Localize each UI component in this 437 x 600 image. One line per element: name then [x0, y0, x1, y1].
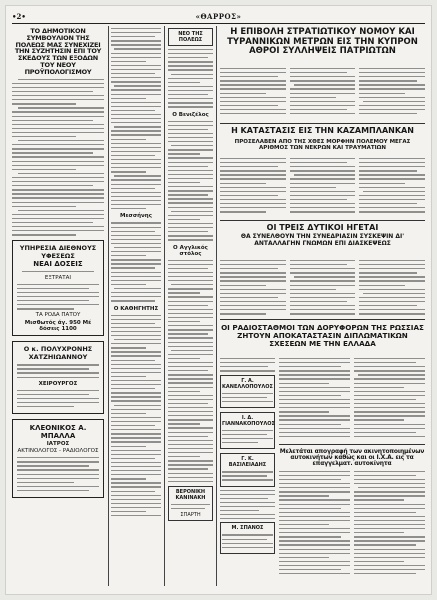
ad-card	[220, 412, 275, 449]
section-heading: Ο Βενιζέλος	[172, 111, 209, 118]
masthead: «ΘΑΡΡΟΣ»	[195, 12, 242, 21]
ad-subtitle: ΙΑΤΡΟΣ	[46, 441, 70, 448]
column-2	[111, 28, 161, 586]
ad-subtitle: ΣΠΑΡΤΗ	[180, 512, 201, 519]
ad-subtitle: ΝΕΑΙ ΔΟΣΕΙΣ	[33, 259, 83, 268]
section-divider	[279, 444, 425, 445]
box-heading: ΝΕΟ ΤΗΣ ΠΟΛΕΩΣ	[178, 31, 203, 43]
article-body	[168, 260, 213, 482]
ad-text: ΑΚΤΙΝΟΛΟΓΟΣ - ΡΑΔΙΟΛΟΓΟΣ	[17, 448, 99, 455]
article-body	[111, 222, 161, 301]
header-rule	[12, 23, 425, 24]
headline-cars: Μελετάται απογραφή των ακινητοποιημένων αυτοκινήτων καθώς και οι Ι.Χ.Α. εις τα επαγγελματ. αυτοκίνητα	[279, 447, 425, 468]
subheadline-casablanca: ΠΡΟΣΕΛΑΒΕΝ ΑΠΟ ΤΗΣ ΧΘΕΣ ΜΟΡΦΗΝ ΠΟΛΕΜΟΥ ΜΕΓΑΣ ΑΡΙΘΜΟΣ ΤΩΝ ΝΕΚΡΩΝ ΚΑΙ ΤΡΑΥΜΑΤΙΩΝ	[234, 139, 411, 152]
headline-leaders: ΟΙ ΤΡΕΙΣ ΔΥΤΙΚΟΙ ΗΓΕΤΑΙ	[266, 223, 379, 232]
ad-text: ΧΕΙΡΟΥΡΓΟΣ	[38, 380, 78, 387]
ad-prices: Μισθωτός άγ. 950 Μέ δόσεις 1100	[24, 320, 92, 333]
article-radio	[279, 358, 425, 594]
ad-title: ΥΠΗΡΕΣΙΑ ΔΙΕΘΝΟΥΣ ΥΦΕΣΕΩΣ	[19, 243, 97, 260]
section-heading: Ο Αγγλικός στόλος	[173, 244, 208, 257]
headline-cyprus: Η ΕΠΙΒΟΛΗ ΣΤΡΑΤΙΩΤΙΚΟΥ ΝΟΜΟΥ ΚΑΙ ΤΥΡΑΝΝΙΚΩΝ ΜΕΤΡΩΝ ΕΙΣ ΤΗΝ ΚΥΠΡΟΝ ΑΘΡΟΙ ΣΥΛΛΗΨΕΙΣ ΠΑΤΡΙΩΤΩΝ	[227, 27, 418, 57]
column-1	[12, 28, 104, 586]
ad-card	[220, 522, 275, 553]
ad-line: ΕΞΤΡΑΤΑΙ	[44, 274, 72, 281]
article-body	[111, 28, 161, 209]
ad-card-name: Ι. Δ. ΓΙΑΝΝΑΚΟΠΟΥΛΟΣ	[222, 414, 275, 427]
article-body	[111, 315, 161, 517]
ad-cards-column	[220, 358, 275, 594]
column-rule	[108, 26, 109, 586]
headline-radio: ΟΙ ΡΑΔΙΟΣΤΑΘΜΟΙ ΤΩΝ ΔΟΡΥΦΟΡΩΝ ΤΗΣ ΡΩΣΣΙΑΣ ΖΗΤΟΥΝ ΑΠΟΚΑΤΑΣΤΑΣΙΝ ΔΙΠΛΩΜΑΤΙΚΩΝ ΣΧΕΣΕΩΝ ΜΕ ΤΗΝ ΕΛΛΑΔΑ	[221, 323, 424, 349]
article-body	[168, 49, 213, 108]
headline-casablanca: Η ΚΑΤΑΣΤΑΣΙΣ ΕΙΣ ΤΗΝ ΚΑΖΑΜΠΛΑΝΚΑΝ	[231, 126, 414, 135]
ad-card-name: Γ. Α. ΚΑΝΕΛΛΟΠΟΥΛΟΣ	[222, 377, 273, 390]
article-cyprus	[220, 68, 425, 123]
article-leaders	[220, 260, 425, 320]
headline-council: ΤΟ ΔΗΜΟΤΙΚΟΝ ΣΥΜΒΟΥΛΙΟΝ ΤΗΣ ΠΟΛΕΩΣ ΜΑΣ ΣΥΝΕΧΙΖΕΙ ΤΗΝ ΣΥΖΗΤΗΣΙΝ ΕΠΙ ΤΟΥ ΣΚΕΔΟΥΣ ΤΩΝ ΕΞΟΔΩΝ ΤΟΥ ΝΕΟΥ ΠΡΟΫΠΟΛΟΓΙΣΜΟΥ	[14, 28, 102, 76]
section-divider	[220, 220, 425, 221]
advertisement-surgeon	[12, 341, 104, 414]
ad-card	[220, 453, 275, 486]
ad-title: ΒΕΡΟΝΙΚΗ ΚΑΝΙΝΑΚΗ	[175, 488, 206, 501]
advertisement-small	[168, 486, 213, 521]
page-header	[12, 12, 425, 22]
page-number: •2•	[12, 12, 26, 21]
ad-card-name: Γ. Κ. ΒΑΣΙΛΕΙΑΔΗΣ	[228, 456, 267, 469]
news-box	[168, 28, 213, 46]
advertisement-doctor	[12, 419, 104, 498]
newspaper-page	[6, 6, 431, 594]
column-rule	[164, 26, 165, 586]
advertisement-loans	[12, 240, 104, 337]
byline: Μεσσήνης	[120, 213, 152, 220]
ad-card	[220, 375, 275, 408]
ad-text: ΤΑ ΡΟΔΑ ΠΑΤΟΥ	[35, 312, 81, 319]
column-3	[168, 28, 213, 586]
subheadline-leaders: ΘΑ ΣΥΝΕΛΘΟΥΝ ΤΗΝ ΣΥΝΕΔΡΙΑΣΙΝ ΣΥΣΚΕΨΙΝ ΔΙ' ΑΝΤΑΛΛΑΓΗΝ ΓΝΩΜΩΝ ΕΠΙ ΔΙΑΣΚΕΨΕΩΣ	[240, 233, 405, 247]
ad-title: Ο κ. ΠΟΛΥΧΡΟΝΗΣ ΧΑΤΖΗΙΩΑΝΝΟΥ	[23, 345, 93, 362]
section-divider	[220, 319, 425, 320]
ad-title: ΚΛΕΟΝΙΚΟΣ Α. ΜΠΑΛΛΑ	[29, 424, 87, 441]
ad-card-name: Μ. ΣΠΑΝΟΣ	[231, 525, 264, 532]
section-heading: Ο ΚΑΘΗΓΗΤΗΣ	[113, 305, 159, 312]
article-casablanca	[220, 158, 425, 220]
section-divider	[220, 123, 425, 124]
article-body	[168, 121, 213, 241]
article-body	[12, 79, 104, 236]
column-rule	[216, 26, 217, 586]
